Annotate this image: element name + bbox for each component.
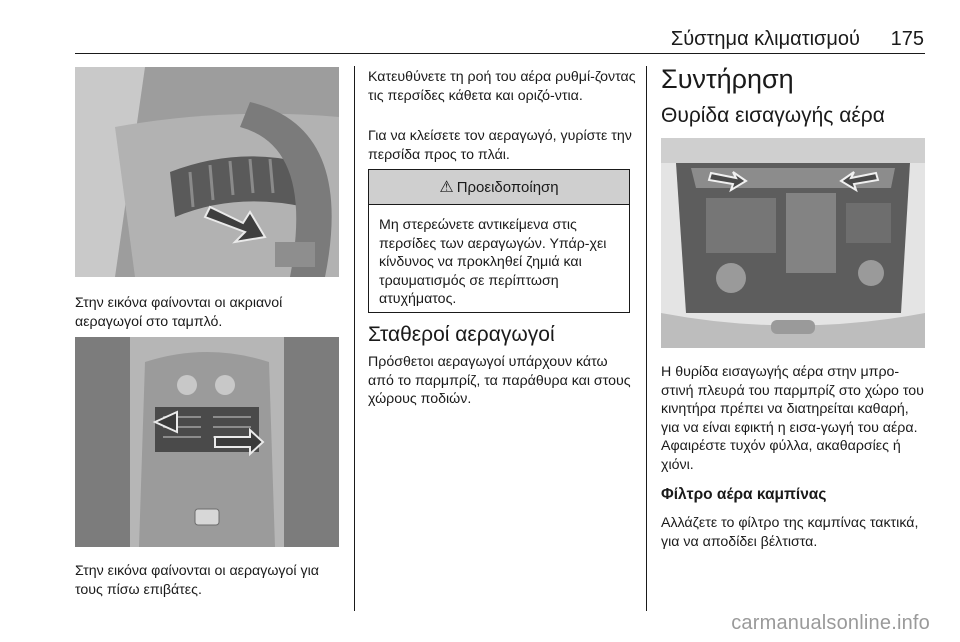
watermark: carmanualsonline.info: [731, 612, 930, 634]
filter-heading: Φίλτρο αέρα καμπίνας: [661, 486, 827, 503]
column-divider-right: [646, 66, 647, 611]
section-heading-fixed-vents: Σταθεροί αεραγωγοί: [368, 323, 555, 346]
intro-paragraph-2: Για να κλείσετε τον αεραγωγό, γυρίστε την περσίδα προς το πλάι.: [368, 128, 632, 163]
warning-body: Μη στερεώνετε αντικείμενα στις περσίδες των αεραγωγών. Υπάρ-χει κίνδυνος να προκληθεί ζημιά και τραυματισμός σε περίπτωση ατυχήματος.: [379, 217, 607, 308]
figure-dashboard-vent: [75, 67, 339, 277]
page-number: 175: [890, 28, 924, 50]
warning-box: [368, 169, 630, 313]
warning-triangle-icon: ⚠: [439, 179, 454, 196]
filter-text: Αλλάζετε το φίλτρο της καμπίνας τακτικά, για να αποδίδει βέλτιστα.: [661, 515, 919, 550]
section-text-fixed-vents: Πρόσθετοι αεραγωγοί υπάρχουν κάτω από το παρμπρίζ, τα παράθυρα και στους χώρους ποδιών.: [368, 354, 631, 408]
main-heading-maintenance: Συντήρηση: [661, 64, 794, 94]
sub-heading-air-intake: Θυρίδα εισαγωγής αέρα: [661, 104, 885, 127]
figure-engine-bay: [661, 138, 925, 348]
figure2-caption: Στην εικόνα φαίνονται οι αεραγωγοί για τους πίσω επιβάτες.: [75, 563, 319, 598]
figure-rear-vents: [75, 337, 339, 547]
intro-paragraph-1: Κατευθύνετε τη ροή του αέρα ρυθμί-ζοντας τις περσίδες κάθετα και οριζό-ντια.: [368, 69, 636, 104]
figure3-caption: Η θυρίδα εισαγωγής αέρα στην μπρο-στινή πλευρά του παρμπρίζ στο χώρο του κινητήρα πρέπει να διατηρείται καθαρή, για να είναι εφικτή η εισα-γωγή του αέρα. Αφαιρέστε τυχόν φύλλα, ακαθαρσίες ή χιόνι.: [661, 364, 924, 473]
warning-title: Προειδοποίηση: [456, 178, 559, 196]
column-divider-left: [354, 66, 355, 611]
figure1-caption: Στην εικόνα φαίνονται οι ακριανοί αεραγωγοί στο ταμπλό.: [75, 295, 283, 330]
warning-header: [369, 170, 629, 205]
header-rule: [75, 53, 925, 54]
page-header-title: Σύστημα κλιματισμού: [670, 28, 860, 50]
